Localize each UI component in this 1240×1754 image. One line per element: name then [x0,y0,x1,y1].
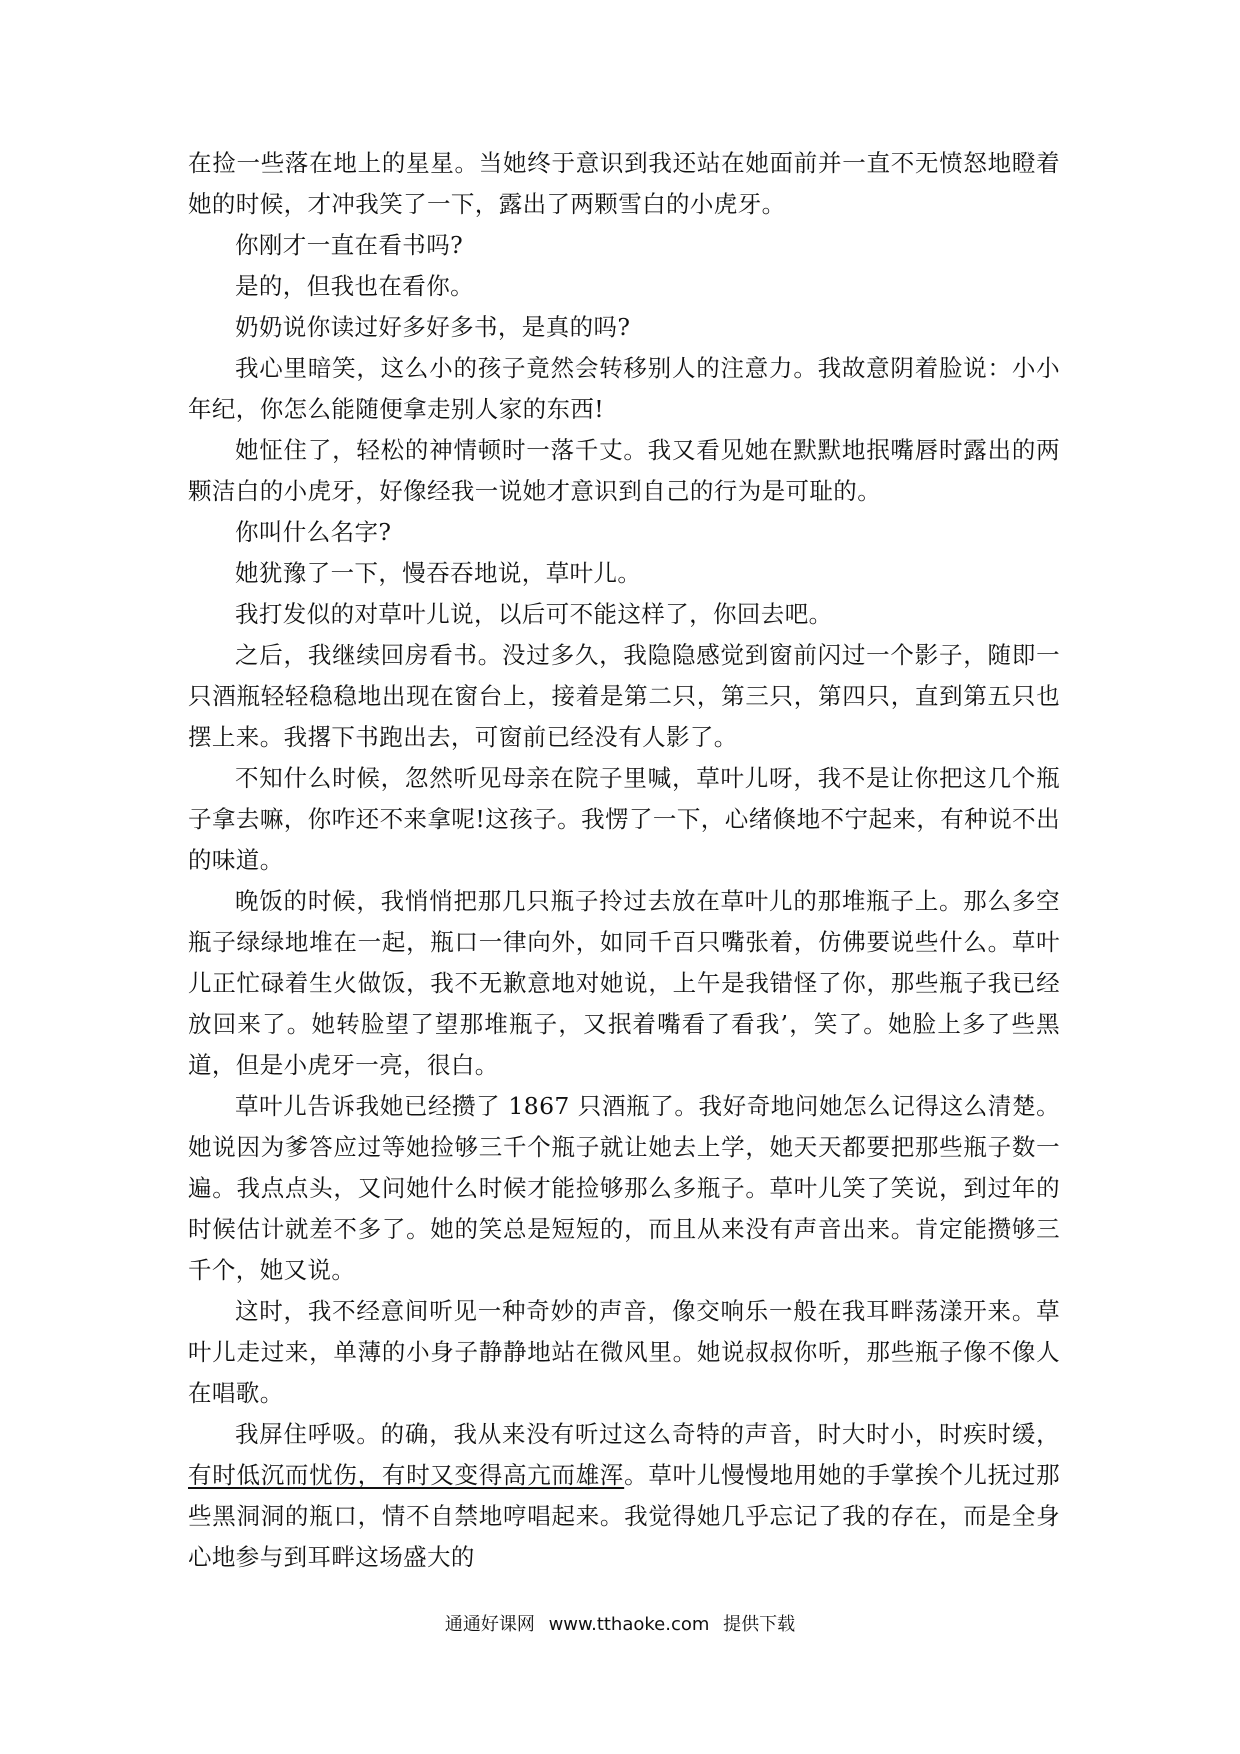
paragraph-3: 是的，但我也在看你。 [235,272,474,300]
paragraph-4: 奶奶说你读过好多好多书，是真的吗? [235,313,631,341]
paragraph-10: 之后，我继续回房看书。没过多久，我隐隐感觉到窗前闪过一个影子，随即一只酒瓶轻轻稳稳地出现在窗台上，接着是第二只，第三只，第四只，直到第五只也摆上来。我撂下书跑出去，可窗前已经没有人影了。 [188,641,1060,751]
paragraph-15 [188,1414,1060,1578]
footer-site-name: 通通好课网 [444,1614,535,1635]
paragraph-13: 草叶儿告诉我她已经攒了 1867 只酒瓶了。我好奇地问她怎么记得这么清楚。她说因为爹答应过等她捡够三千个瓶子就让她去上学，她天天都要把那些瓶子数一遍。我点点头，又问她什么时候才能捡够那么多瓶子。草叶儿笑了笑说，到过年的时候估计就差不多了。她的笑总是短短的，而且从来没有声音出来。肯定能攒够三千个，她又说。 [188,1092,1060,1284]
paragraph-2: 你刚才一直在看书吗? [235,231,464,259]
paragraph-14: 这时，我不经意间听见一种奇妙的声音，像交响乐一般在我耳畔荡漾开来。草叶儿走过来，单薄的小身子静静地站在微风里。她说叔叔你听，那些瓶子像不像人在唱歌。 [188,1297,1060,1407]
paragraph-15-start: 我屏住呼吸。的确，我从来没有听过这么奇特的声音，时大时小，时疾时缓， [235,1420,1060,1448]
page-footer [0,1613,1240,1637]
paragraph-11: 不知什么时候，忽然听见母亲在院子里喊，草叶儿呀，我不是让你把这几个瓶子拿去嘛，你咋还不来拿呢!这孩子。我愣了一下，心绪倏地不宁起来，有种说不出的味道。 [188,764,1060,874]
paragraph-7: 你叫什么名字? [235,518,392,546]
footer-url: www.tthaoke.com [548,1614,710,1635]
paragraph-5: 我心里暗笑，这么小的孩子竟然会转移别人的注意力。我故意阴着脸说：小小年纪，你怎么能随便拿走别人家的东西! [188,354,1060,423]
paragraph-12: 晚饭的时候，我悄悄把那几只瓶子拎过去放在草叶儿的那堆瓶子上。那么多空瓶子绿绿地堆在一起，瓶口一律向外，如同千百只嘴张着，仿佛要说些什么。草叶儿正忙碌着生火做饭，我不无歉意地对她说，上午是我错怪了你，那些瓶子我已经放回来了。她转脸望了望那堆瓶子，又抿着嘴看了看我’，笑了。她脸上多了些黑道，但是小虎牙一亮，很白。 [188,887,1060,1079]
underlined-phrase: 有时低沉而忧伤，有时又变得高亢而雄浑 [188,1461,625,1489]
footer-note: 提供下载 [723,1614,796,1635]
paragraph-6: 她怔住了，轻松的神情顿时一落千丈。我又看见她在默默地抿嘴唇时露出的两颗洁白的小虎牙，好像经我一说她才意识到自己的行为是可耻的。 [188,436,1060,505]
paragraph-9: 我打发似的对草叶儿说，以后可不能这样了，你回去吧。 [235,600,833,628]
paragraph-15-end: 。草叶儿慢慢地用她的手掌挨个儿抚过那些黑洞洞的瓶口，情不自禁地哼唱起来。我觉得她几乎忘记了我的存在，而是全身心地参与到耳畔这场盛大的 [188,1461,1061,1571]
paragraph-1: 在捡一些落在地上的星星。当她终于意识到我还站在她面前并一直不无愤怒地瞪着她的时候，才冲我笑了一下，露出了两颗雪白的小虎牙。 [188,149,1060,218]
document-body [188,143,1060,1578]
paragraph-8: 她犹豫了一下，慢吞吞地说，草叶儿。 [235,559,642,587]
